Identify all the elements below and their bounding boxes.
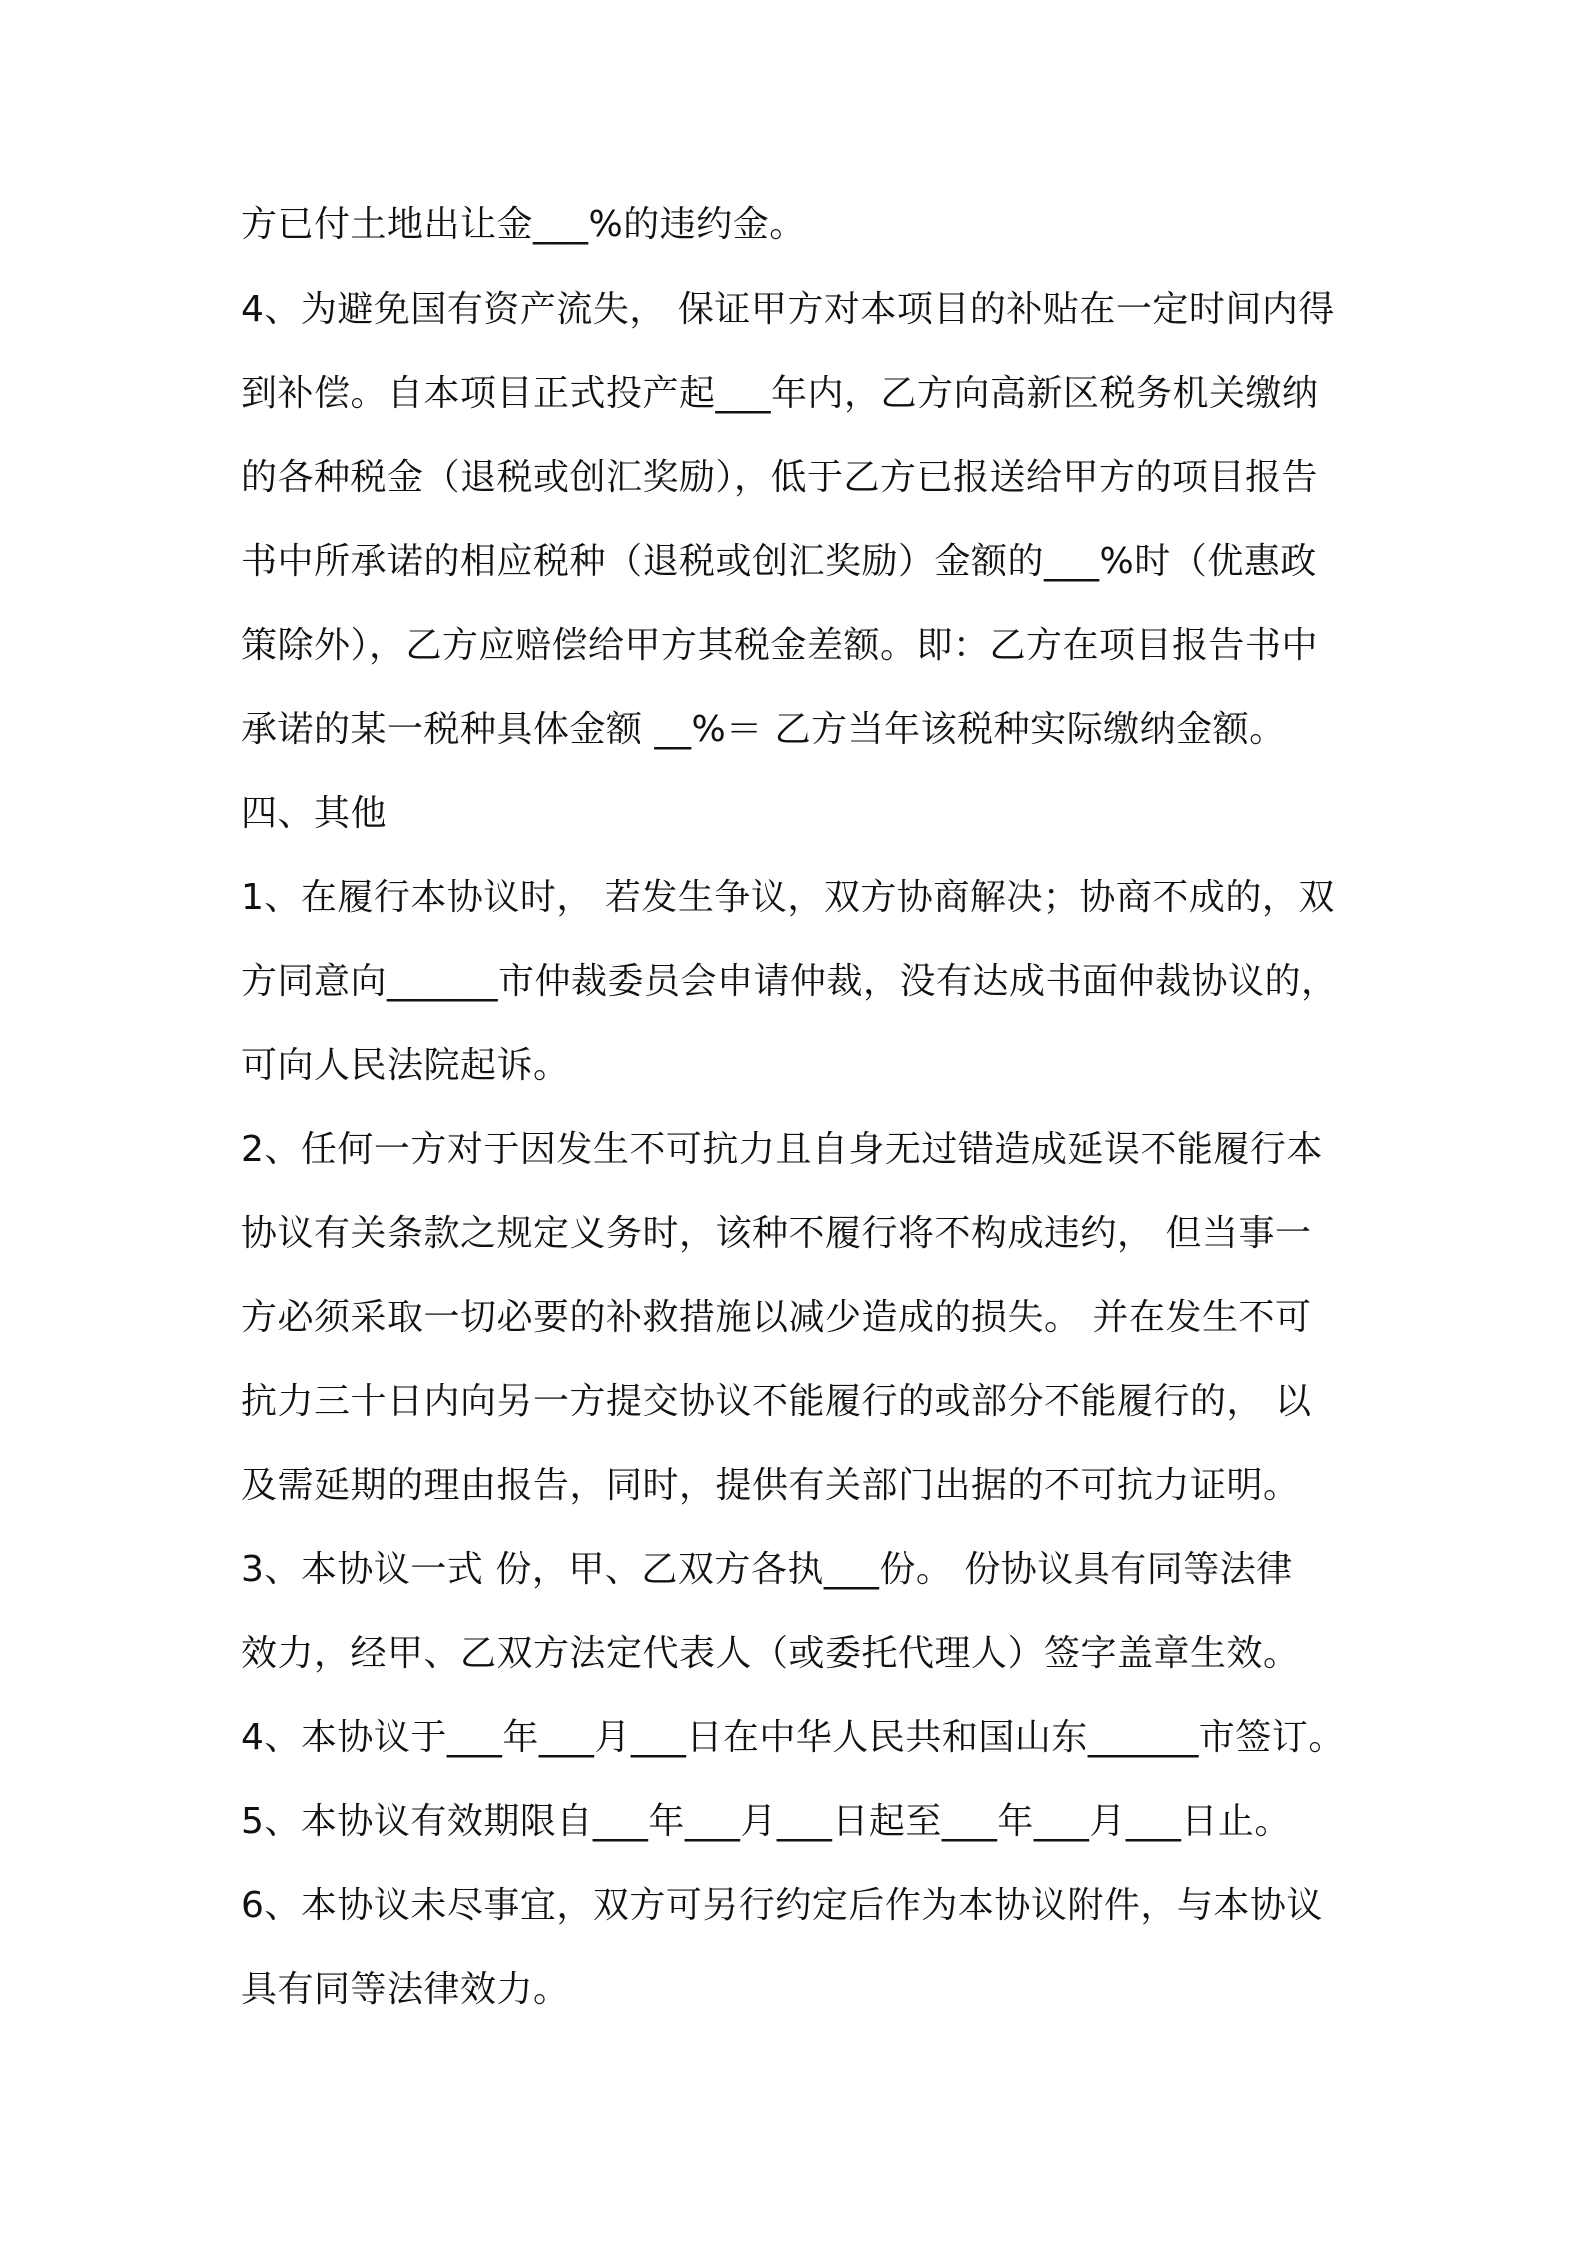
text-line: 4、本协议于___年___月___日在中华人民共和国山东______市签订。 <box>241 1717 1345 1758</box>
text-line: 2、任何一方对于因发生不可抗力且自身无过错造成延误不能履行本 <box>241 1129 1323 1170</box>
text-line: 抗力三十日内向另一方提交协议不能履行的或部分不能履行的， 以 <box>241 1381 1312 1422</box>
text-line: 方必须采取一切必要的补救措施以减少造成的损失。 并在发生不可 <box>241 1297 1312 1338</box>
text-line: 到补偿。自本项目正式投产起___年内，乙方向高新区税务机关缴纳 <box>241 373 1319 414</box>
text-line: 协议有关条款之规定义务时，该种不履行将不构成违约， 但当事一 <box>241 1213 1312 1254</box>
text-line: 可向人民法院起诉。 <box>241 1045 570 1086</box>
text-line: 4、为避免国有资产流失， 保证甲方对本项目的补贴在一定时间内得 <box>241 289 1335 330</box>
text-line: 方同意向______市仲裁委员会申请仲裁，没有达成书面仲裁协议的， <box>241 961 1338 1002</box>
text-line: 的各种税金（退税或创汇奖励），低于乙方已报送给甲方的项目报告 <box>241 457 1319 498</box>
text-line: 3、本协议一式 份，甲、乙双方各执___份。 份协议具有同等法律 <box>241 1549 1293 1590</box>
text-line: 承诺的某一税种具体金额 __%＝ 乙方当年该税种实际缴纳金额。 <box>241 709 1286 750</box>
text-line: 具有同等法律效力。 <box>241 1969 570 2010</box>
text-line: 及需延期的理由报告，同时，提供有关部门出据的不可抗力证明。 <box>241 1465 1300 1506</box>
text-line: 书中所承诺的相应税种（退税或创汇奖励）金额的___%时（优惠政 <box>241 541 1317 582</box>
text-line: 策除外），乙方应赔偿给甲方其税金差额。即：乙方在项目报告书中 <box>241 625 1319 666</box>
text-line: 6、本协议未尽事宜，双方可另行约定后作为本协议附件，与本协议 <box>241 1885 1323 1926</box>
text-line: 方已付土地出让金___%的违约金。 <box>241 204 806 245</box>
text-line: 效力，经甲、乙双方法定代表人（或委托代理人）签字盖章生效。 <box>241 1633 1300 1674</box>
text-line: 5、本协议有效期限自___年___月___日起至___年___月___日止。 <box>241 1801 1291 1842</box>
section-heading: 四、其他 <box>241 793 388 834</box>
text-line: 1、在履行本协议时， 若发生争议，双方协商解决；协商不成的，双 <box>241 877 1335 918</box>
